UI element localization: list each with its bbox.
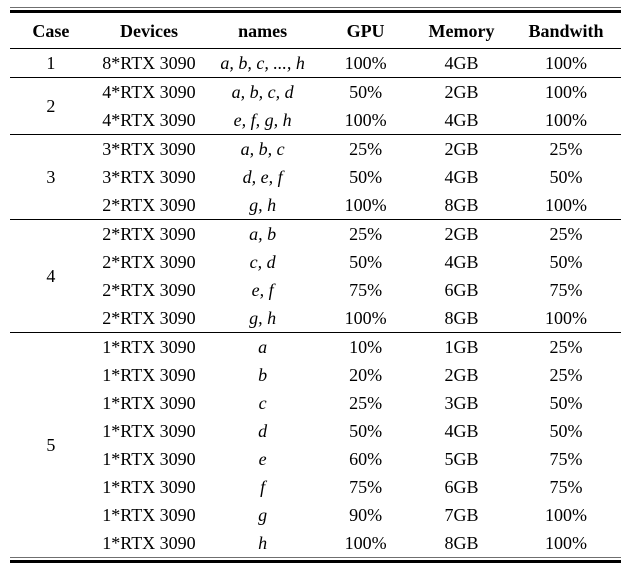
cell-case: 2 [46,96,56,116]
cell-names: a, b, c, d [231,82,294,102]
cell-memory: 4GB [444,252,479,272]
cell-gpu: 100% [344,195,387,215]
cell-bandwidth: 50% [549,252,583,272]
cell-memory: 8GB [444,533,479,553]
table-row [10,417,621,445]
cell-case: 5 [46,435,56,455]
cell-devices: 1*RTX 3090 [102,337,196,357]
cell-names: a [258,337,268,357]
cell-memory: 7GB [444,505,479,525]
cell-memory: 6GB [444,280,479,300]
table-row [10,389,621,417]
header-memory: Memory [412,13,511,49]
cell-bandwidth: 100% [544,53,587,73]
cell-gpu: 25% [349,224,383,244]
cell-devices: 2*RTX 3090 [102,252,196,272]
cell-names: g [258,505,268,525]
cell-gpu: 50% [349,421,383,441]
cell-names: e [258,449,267,469]
cell-gpu: 100% [344,308,387,328]
header-case: Case [10,13,92,49]
header-devices: Devices [92,13,206,49]
cell-names: h [258,533,268,553]
cell-memory: 5GB [444,449,479,469]
cell-bandwidth: 75% [549,477,583,497]
case-group-5 [10,333,621,558]
table-row [10,333,621,362]
cell-gpu: 100% [344,53,387,73]
table-row [10,501,621,529]
cell-names: e, f [251,280,274,300]
cell-devices: 1*RTX 3090 [102,505,196,525]
cell-gpu: 100% [344,110,387,130]
cell-memory: 8GB [444,195,479,215]
table-row [10,473,621,501]
cell-memory: 4GB [444,167,479,187]
cell-bandwidth: 75% [549,280,583,300]
cell-devices: 1*RTX 3090 [102,421,196,441]
cell-bandwidth: 50% [549,421,583,441]
case-group-1 [10,49,621,78]
table-row [10,361,621,389]
cell-gpu: 20% [349,365,383,385]
cell-case: 1 [46,53,56,73]
cell-names: b [258,365,268,385]
table-row [10,163,621,191]
cell-devices: 1*RTX 3090 [102,533,196,553]
cell-gpu: 75% [349,477,383,497]
cell-devices: 8*RTX 3090 [102,53,196,73]
cell-gpu: 100% [344,533,387,553]
cell-memory: 6GB [444,477,479,497]
cell-devices: 2*RTX 3090 [102,308,196,328]
cell-gpu: 50% [349,82,383,102]
cell-memory: 4GB [444,53,479,73]
table-row [10,445,621,473]
cell-memory: 2GB [444,139,479,159]
cell-names: d [258,421,268,441]
header-row [10,13,621,49]
table-row [10,78,621,107]
table-row [10,529,621,557]
case-group-4 [10,220,621,333]
cell-bandwidth: 50% [549,393,583,413]
cell-gpu: 25% [349,393,383,413]
cell-bandwidth: 25% [549,337,583,357]
cell-bandwidth: 100% [544,195,587,215]
cell-memory: 4GB [444,110,479,130]
cell-memory: 4GB [444,421,479,441]
cell-devices: 2*RTX 3090 [102,195,196,215]
cell-names: d, e, f [242,167,283,187]
table-row [10,106,621,135]
cell-bandwidth: 100% [544,533,587,553]
cell-case: 4 [46,266,56,286]
cell-bandwidth: 100% [544,110,587,130]
cell-bandwidth: 25% [549,139,583,159]
cell-names: c, d [249,252,276,272]
cell-names: e, f, g, h [233,110,292,130]
cell-devices: 1*RTX 3090 [102,393,196,413]
paper-table-container [10,7,621,563]
cell-names: c [258,393,267,413]
table-row [10,191,621,220]
cell-names: a, b [249,224,277,244]
table-row [10,135,621,164]
bottom-rule [10,557,621,563]
cell-memory: 2GB [444,224,479,244]
cell-devices: 3*RTX 3090 [102,167,196,187]
device-configuration-table [10,13,621,557]
table-row [10,220,621,249]
cell-devices: 2*RTX 3090 [102,280,196,300]
cell-gpu: 50% [349,167,383,187]
cell-memory: 8GB [444,308,479,328]
cell-bandwidth: 100% [544,505,587,525]
table-row [10,276,621,304]
cell-gpu: 90% [349,505,383,525]
cell-gpu: 60% [349,449,383,469]
cell-bandwidth: 75% [549,449,583,469]
table-row [10,49,621,78]
cell-gpu: 50% [349,252,383,272]
cell-bandwidth: 25% [549,224,583,244]
header-gpu: GPU [319,13,412,49]
cell-memory: 3GB [444,393,479,413]
cell-bandwidth: 100% [544,82,587,102]
cell-case: 3 [46,167,56,187]
cell-memory: 2GB [444,82,479,102]
cell-devices: 3*RTX 3090 [102,139,196,159]
cell-names: a, b, c [240,139,285,159]
cell-names: a, b, c, ..., h [220,53,305,73]
cell-bandwidth: 50% [549,167,583,187]
cell-names: f [260,477,266,497]
table-header [10,13,621,49]
cell-gpu: 10% [349,337,383,357]
cell-devices: 1*RTX 3090 [102,449,196,469]
cell-devices: 1*RTX 3090 [102,365,196,385]
header-names: names [206,13,319,49]
table-row [10,248,621,276]
case-group-3 [10,135,621,220]
cell-devices: 4*RTX 3090 [102,82,196,102]
cell-bandwidth: 25% [549,365,583,385]
cell-memory: 2GB [444,365,479,385]
case-group-2 [10,78,621,135]
cell-bandwidth: 100% [544,308,587,328]
table-row [10,304,621,333]
header-bandwidth: Bandwith [511,13,621,49]
cell-names: g, h [249,308,277,328]
cell-names: g, h [249,195,277,215]
cell-devices: 4*RTX 3090 [102,110,196,130]
cell-devices: 2*RTX 3090 [102,224,196,244]
cell-memory: 1GB [444,337,479,357]
cell-gpu: 25% [349,139,383,159]
cell-gpu: 75% [349,280,383,300]
cell-devices: 1*RTX 3090 [102,477,196,497]
